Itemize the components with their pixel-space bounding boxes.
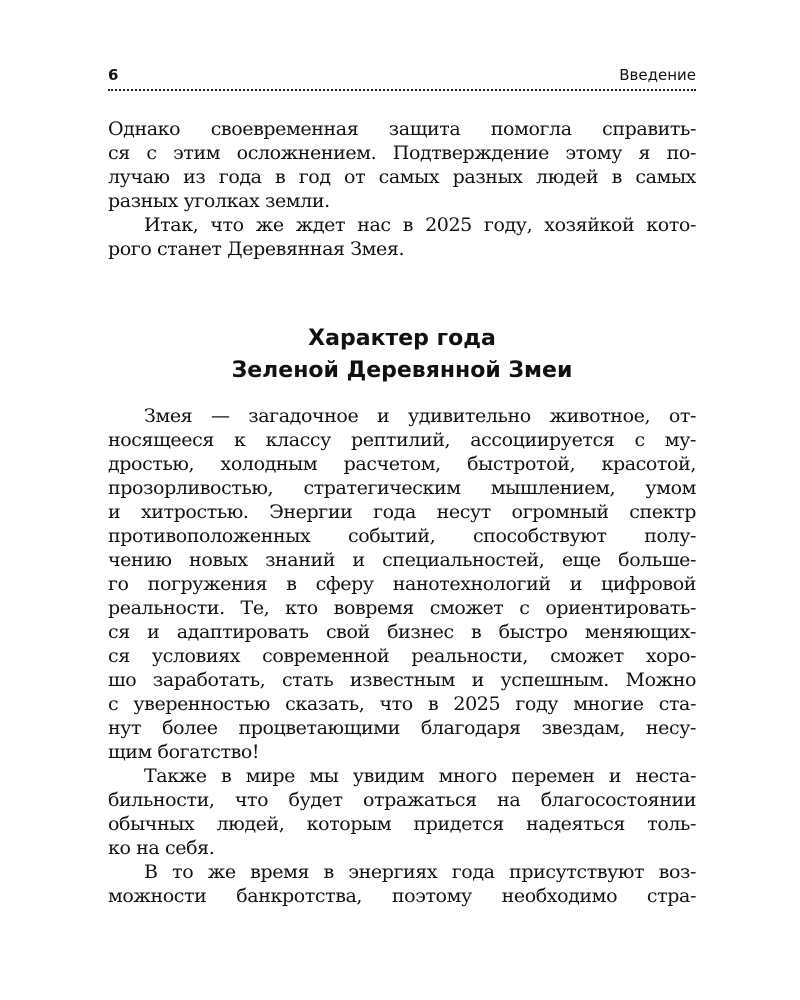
text-line: Змея — загадочное и удивительно животное, от-	[144, 405, 696, 427]
text-line: и хитростью. Энергии года несут огромный спектр	[108, 501, 696, 523]
text-line: В то же время в энергиях года присутствуют воз-	[144, 861, 696, 883]
text-line: можности банкротства, поэтому необходимо стра-	[108, 885, 696, 907]
text-line: Также в мире мы увидим много перемен и неста-	[144, 765, 696, 787]
text-line: с уверенностью сказать, что в 2025 году многие ста-	[108, 693, 696, 715]
running-head	[108, 66, 696, 86]
dotted-divider	[108, 89, 696, 91]
text-line: лучаю из года в год от самых разных людей в самых	[108, 166, 696, 188]
text-line: нут более процветающими благодаря звездам, несу-	[108, 717, 696, 739]
text-line: ся с этим осложнением. Подтверждение этому я по-	[108, 142, 696, 164]
text-line: реальности. Те, кто вовремя сможет с ориентировать-	[108, 597, 696, 619]
text-line: ко на себя.	[108, 837, 215, 859]
text-line: прозорливостью, стратегическим мышлением, умом	[108, 477, 696, 499]
text-line: ся условиях современной реальности, сможет хоро-	[108, 645, 696, 667]
text-line: чению новых знаний и специальностей, еще больше-	[108, 549, 696, 571]
heading-line: Зеленой Деревянной Змеи	[231, 358, 573, 383]
text-line: носящееся к классу рептилий, ассоциируется с му-	[108, 429, 696, 451]
text-line: разных уголках земли.	[108, 190, 330, 212]
intro-text	[108, 117, 696, 261]
section-title: Введение	[619, 66, 696, 84]
text-line: го погружения в сферу нанотехнологий и цифровой	[108, 573, 696, 595]
text-line: противоположенных событий, способствуют полу-	[108, 525, 696, 547]
chapter-heading	[108, 323, 696, 387]
text-line: рого станет Деревянная Змея.	[108, 238, 405, 260]
text-line: шо заработать, стать известным и успешным. Можно	[108, 669, 696, 691]
body-text	[108, 404, 696, 908]
text-line: Итак, что же ждет нас в 2025 году, хозяйкой кото-	[144, 214, 696, 236]
text-line: обычных людей, которым придется надеяться толь-	[108, 813, 696, 835]
page-number: 6	[108, 66, 119, 84]
text-line: Однако своевременная защита помогла справить-	[108, 118, 696, 140]
text-line: бильности, что будет отражаться на благосостоянии	[108, 789, 696, 811]
text-line: ся и адаптировать свой бизнес в быстро меняющих-	[108, 621, 696, 643]
text-line: щим богатство!	[108, 741, 260, 763]
text-line: дростью, холодным расчетом, быстротой, красотой,	[108, 453, 696, 475]
heading-line: Характер года	[308, 326, 496, 351]
